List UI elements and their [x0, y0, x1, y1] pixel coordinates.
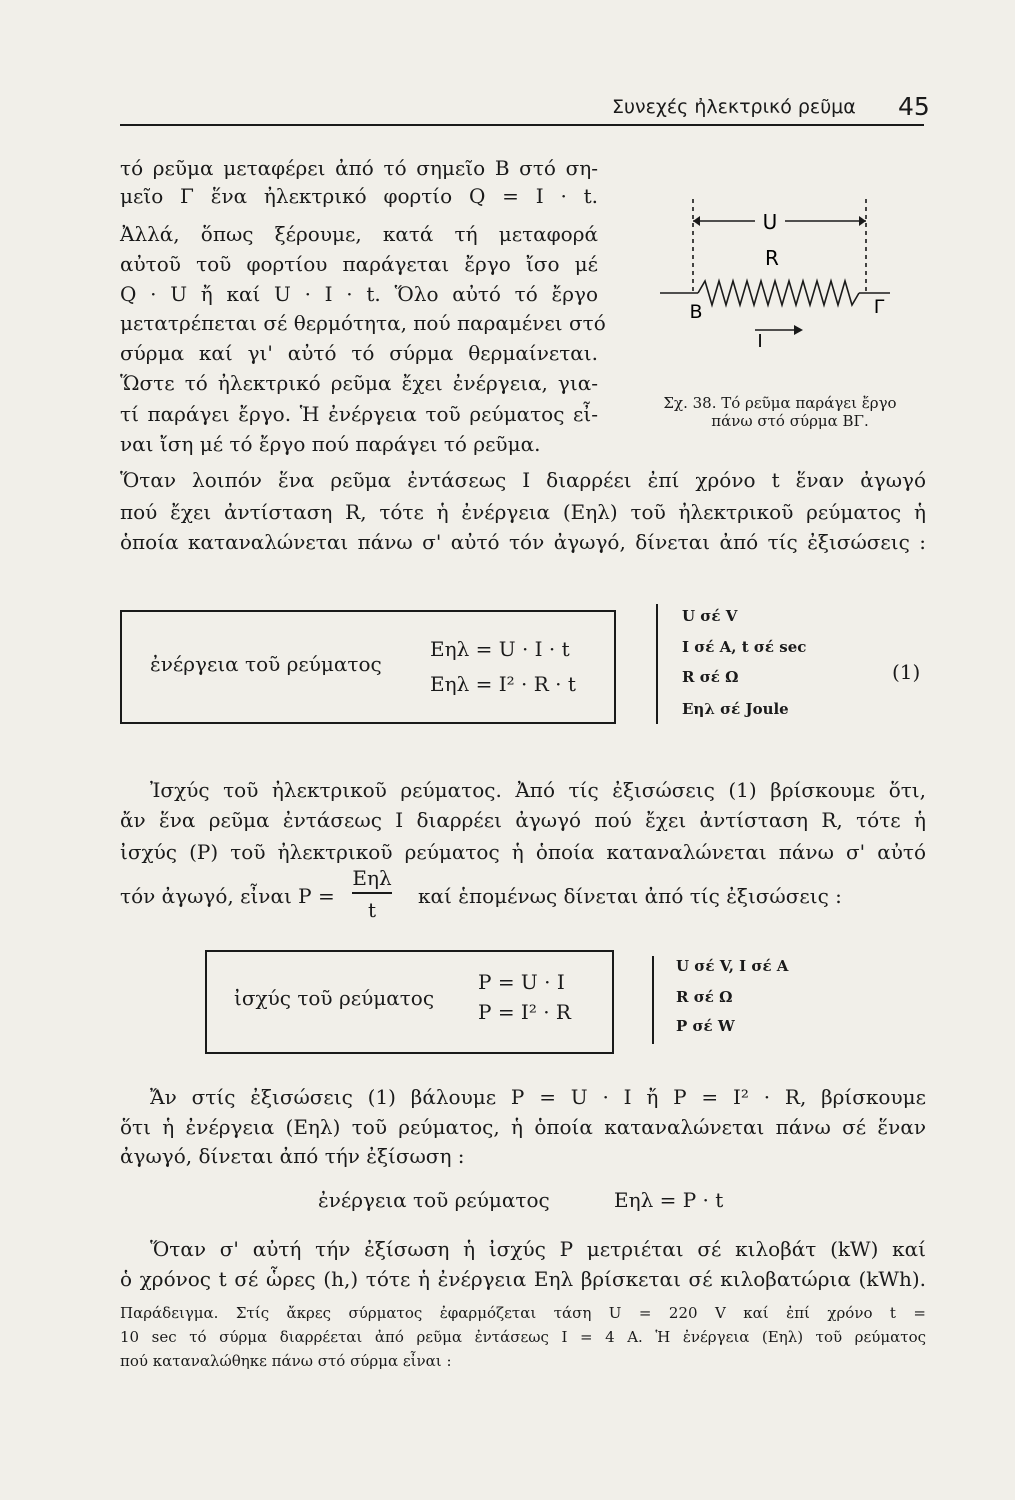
intro-line: τό ρεῦμα μεταφέρει ἀπό τό σημεῖο Β στό ση- [120, 156, 598, 180]
body-line: ἰσχύς (P) τοῦ ἠλεκτρικοῦ ρεύματος ἡ ὁποία καταναλώνεται πάνω σ' αὐτό [120, 840, 926, 864]
equation-number: (1) [892, 660, 921, 684]
energy-power-formula: Εηλ = P · t [614, 1188, 724, 1212]
point-g-label: Γ [873, 296, 885, 318]
energy-box-label: ἐνέργεια τοῦ ρεύματος [150, 652, 382, 676]
unit-line: R σέ Ω [676, 988, 733, 1006]
figure-caption: Σχ. 38. Τό ρεῦμα παράγει ἔργο [663, 394, 897, 412]
intro-line: αὐτοῦ τοῦ φορτίου παράγεται ἔργο ἴσο μέ [120, 252, 598, 276]
intro-line: Ὥστε τό ἠλεκτρικό ρεῦμα ἔχει ἐνέργεια, για- [120, 371, 598, 395]
intro-line: τί παράγει ἔργο. Ἡ ἐνέργεια τοῦ ρεύματος εἶ- [120, 402, 598, 426]
units-brace [656, 604, 658, 724]
unit-line: R σέ Ω [682, 668, 739, 686]
power-equation-2: P = I² · R [478, 1000, 571, 1024]
body-line: Ὅταν σ' αὐτή τήν ἐξίσωση ἡ ἰσχύς P μετριέται σέ κιλοβάτ (kW) καί [150, 1237, 926, 1261]
intro-line: μεῖο Γ ἕνα ἠλεκτρικό φορτίο Q = I · t. [120, 184, 598, 208]
body-line: ὅτι ἡ ἐνέργεια (Εηλ) τοῦ ρεύματος, ἡ ὁποία καταναλώνεται πάνω σέ ἕναν [120, 1115, 926, 1139]
intro-line: Ἀλλά, ὅπως ξέρουμε, κατά τή μεταφορά [120, 222, 598, 246]
intro-line: ναι ἴση μέ τό ἔργο πού παράγει τό ρεῦμα. [120, 432, 541, 456]
current-label: I [757, 331, 763, 352]
resistor-zigzag [698, 281, 859, 305]
power-box-label: ἰσχύς τοῦ ρεύματος [234, 986, 435, 1010]
unit-line: I σέ A, t σέ sec [682, 638, 807, 656]
unit-line: P σέ W [676, 1017, 735, 1035]
units-brace [652, 956, 654, 1044]
header-rule [120, 124, 924, 126]
power-equation-1: P = U · I [478, 970, 565, 994]
example-line: Παράδειγμα. Στίς ἄκρες σύρματος ἐφαρμόζεται τάση U = 220 V καί ἐπί χρόνο t = [120, 1304, 926, 1322]
example-line: πού καταναλώθηκε πάνω στό σύρμα εἶναι : [120, 1352, 452, 1370]
body-line: ὁ χρόνος t σέ ὧρες (h,) τότε ἡ ἐνέργεια Εηλ βρίσκεται σέ κιλοβατώρια (kWh). [120, 1267, 926, 1291]
page-number: 45 [898, 92, 930, 121]
power-formula-suffix: καί ἑπομένως δίνεται ἀπό τίς ἐξισώσεις : [418, 884, 842, 908]
energy-equation-2: Εηλ = I² · R · t [430, 672, 576, 696]
body-line: Ὅταν λοιπόν ἕνα ρεῦμα ἐντάσεως I διαρρέει ἐπί χρόνο t ἕναν ἀγωγό [120, 468, 926, 492]
intro-line: μετατρέπεται σέ θερμότητα, πού παραμένει στό [120, 311, 606, 335]
unit-line: U σέ V, I σέ A [676, 957, 789, 975]
body-line: πού ἔχει ἀντίσταση R, τότε ἡ ἐνέργεια (Εηλ) τοῦ ἠλεκτρικοῦ ρεύματος ἡ [120, 500, 926, 524]
intro-line: Q · U ἤ καί U · I · t. Ὅλο αὐτό τό ἔργο [120, 282, 598, 306]
voltage-label: U [762, 210, 778, 234]
arrowhead-right-icon [859, 216, 866, 226]
current-arrowhead-icon [794, 325, 803, 335]
point-b-label: Β [689, 301, 703, 323]
fraction-bar [352, 892, 392, 894]
figure-caption: πάνω στό σύρμα ΒΓ. [711, 412, 869, 430]
energy-equation-1: Εηλ = U · I · t [430, 637, 570, 661]
body-line: Ἄν στίς ἐξισώσεις (1) βάλουμε P = U · I ἤ P = I² · R, βρίσκουμε [150, 1085, 926, 1109]
fraction-denominator: t [367, 898, 377, 922]
energy-power-label: ἐνέργεια τοῦ ρεύματος [318, 1188, 550, 1212]
body-line: ὁποία καταναλώνεται πάνω σ' αὐτό τόν ἀγωγό, δίνεται ἀπό τίς ἐξισώσεις : [120, 530, 926, 554]
resistance-label: R [765, 246, 779, 270]
example-line: 10 sec τό σύρμα διαρρέεται ἀπό ρεῦμα ἐντάσεως I = 4 A. Ἡ ἐνέργεια (Εηλ) τοῦ ρεύματος [120, 1328, 926, 1346]
arrowhead-left-icon [693, 216, 700, 226]
unit-line: U σέ V [682, 607, 738, 625]
circuit-figure [660, 185, 930, 360]
running-header: Συνεχές ἠλεκτρικό ρεῦμα [612, 96, 856, 118]
intro-line: σύρμα καί γι' αὐτό τό σύρμα θερμαίνεται. [120, 341, 598, 365]
body-line: ἀγωγό, δίνεται ἀπό τήν ἐξίσωση : [120, 1144, 465, 1168]
body-line: ἄν ἕνα ρεῦμα ἐντάσεως I διαρρέει ἀγωγό πού ἔχει ἀντίσταση R, τότε ἡ [120, 808, 926, 832]
power-formula-prefix: τόν ἀγωγό, εἶναι P = [120, 884, 335, 908]
fraction-numerator: Εηλ [352, 866, 392, 890]
unit-line: Εηλ σέ Joule [682, 700, 789, 718]
power-heading-line: Ἰσχύς τοῦ ἠλεκτρικοῦ ρεύματος. Ἀπό τίς ἐξισώσεις (1) βρίσκουμε ὅτι, [150, 778, 926, 802]
